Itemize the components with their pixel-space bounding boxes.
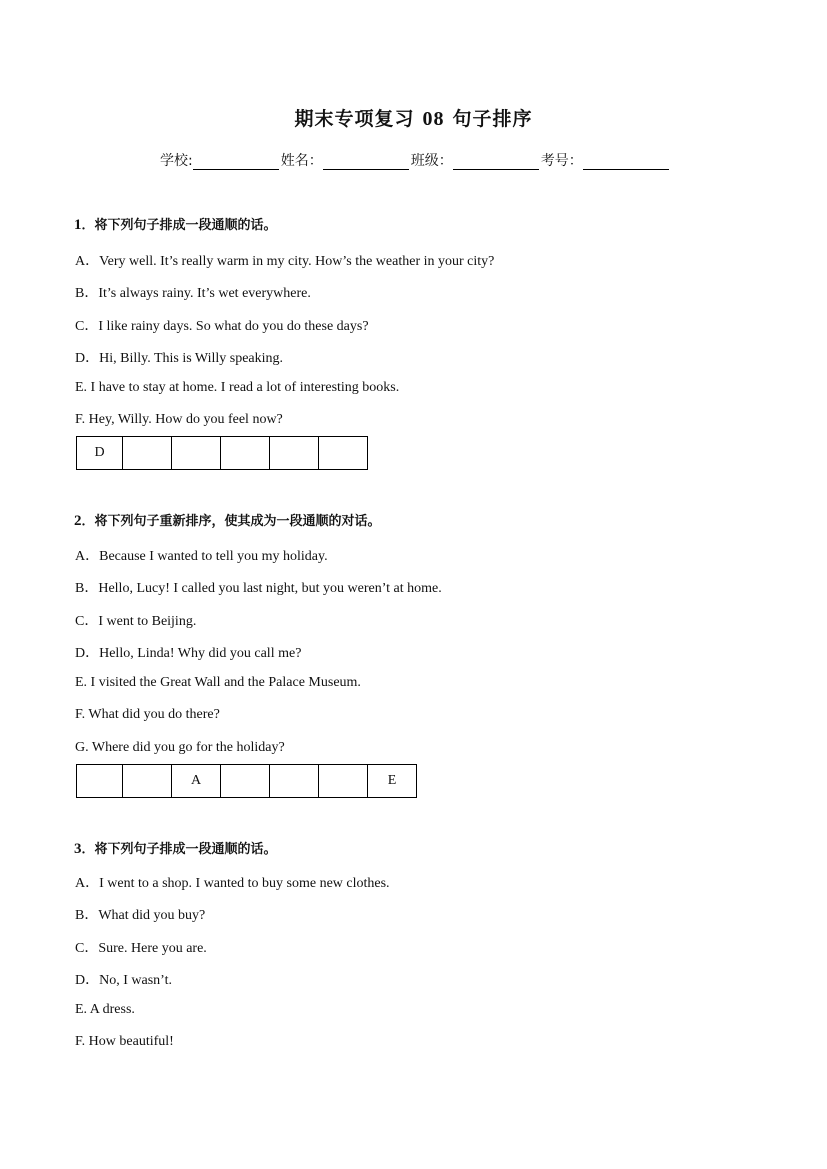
title-number: 08 [422,108,445,130]
q3-option-d: D．No, I wasn’t. [75,973,172,988]
answer-cell[interactable] [172,437,221,470]
question-instruction: ．将下列句子排成一段通顺的话。 [81,218,277,233]
answer-cell[interactable]: D [77,437,123,470]
q2-option-e: E. I visited the Great Wall and the Palace Museum. [75,675,361,690]
answer-cell[interactable] [270,765,319,798]
answer-cell[interactable] [77,765,123,798]
question-number: 3 [74,841,82,857]
q2-answer-grid [76,764,417,798]
answer-cell[interactable] [123,765,172,798]
answer-cell[interactable] [270,437,319,470]
q2-option-a: A．Because I wanted to tell you my holiday. [75,549,328,564]
q1-option-b: B．It’s always rainy. It’s wet everywhere. [75,286,311,301]
q1-answer-grid [76,436,368,470]
q3-option-a: A．I went to a shop. I wanted to buy some new clothes. [75,876,390,891]
q1-option-d: D．Hi, Billy. This is Willy speaking. [75,351,284,366]
q1-option-e: E. I have to stay at home. I read a lot of interesting books. [75,380,400,395]
answer-cell[interactable] [319,437,368,470]
page-title [0,104,827,131]
answer-cell[interactable]: A [172,765,221,798]
question-instruction: ．将下列句子排成一段通顺的话。 [81,842,277,857]
school-blank[interactable] [193,155,279,170]
q3-option-c: C．Sure. Here you are. [75,941,207,956]
q2-option-d: D．Hello, Linda! Why did you call me? [75,646,302,661]
answer-cell[interactable] [221,765,270,798]
class-label: 班级： [410,153,453,169]
class-blank[interactable] [453,155,539,170]
answer-cell[interactable]: E [368,765,417,798]
title-suffix: 句子排序 [452,108,533,130]
q1-option-a: A．Very well. It’s really warm in my city. How’s the weather in your city? [75,254,495,269]
answer-cell[interactable] [123,437,172,470]
q2-option-b: B．Hello, Lucy! I called you last night, but you weren’t at home. [75,581,442,596]
school-label: 学校: [160,153,193,169]
question-number: 1 [74,217,82,233]
question-instruction: ．将下列句子重新排序，使其成为一段通顺的对话。 [81,514,381,529]
title-prefix: 期末专项复习 [294,108,415,130]
name-blank[interactable] [323,155,409,170]
answer-cell[interactable] [221,437,270,470]
q1-option-f: F. Hey, Willy. How do you feel now? [75,412,283,427]
exam-no-blank[interactable] [583,155,669,170]
q3-option-f: F. How beautiful! [75,1034,174,1049]
answer-cell[interactable] [319,765,368,798]
q1-option-c: C．I like rainy days. So what do you do these days? [75,319,369,334]
q2-option-f: F. What did you do there? [75,707,220,722]
q3-option-b: B．What did you buy? [75,908,206,923]
exam-no-label: 考号： [540,153,583,169]
name-label: 姓名： [280,153,323,169]
q2-option-c: C．I went to Beijing. [75,614,197,629]
student-info-line [160,150,671,170]
question-2-heading [74,510,381,530]
question-1-heading [74,214,277,234]
question-3-heading [74,838,277,858]
question-number: 2 [74,513,82,529]
q3-option-e: E. A dress. [75,1002,135,1017]
q2-option-g: G. Where did you go for the holiday? [75,740,285,755]
